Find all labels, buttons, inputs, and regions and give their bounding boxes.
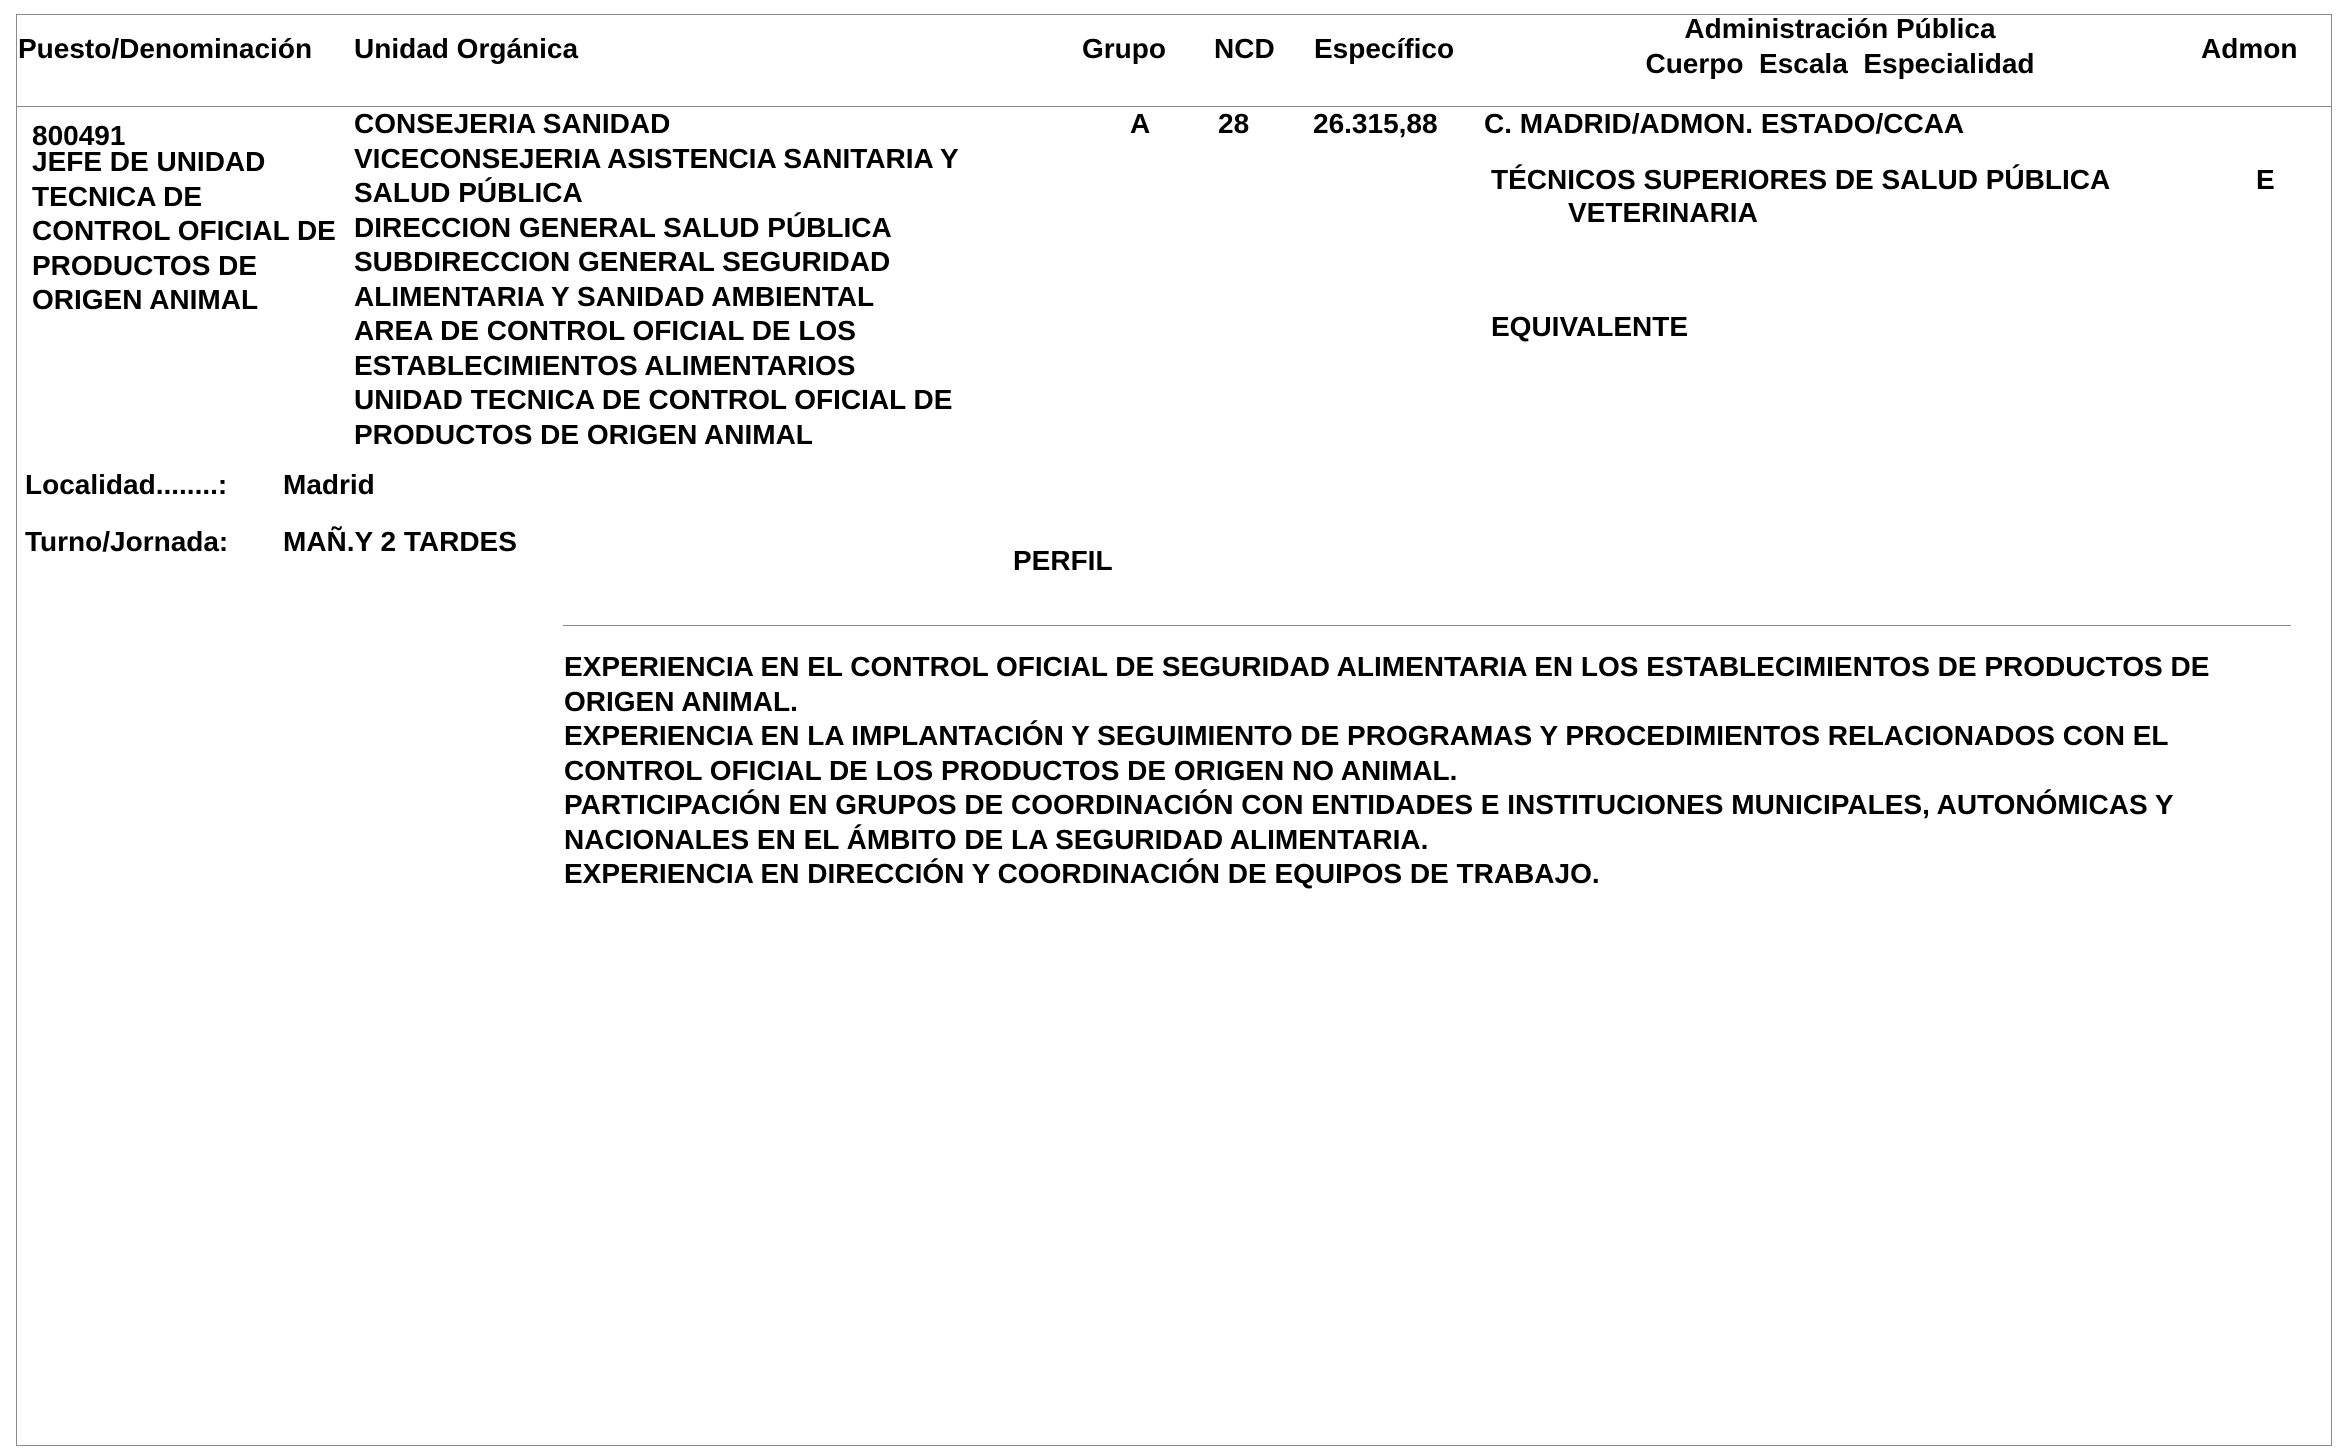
unidad-organica [354, 107, 959, 452]
unidad-line: SUBDIRECCION GENERAL SEGURIDAD [354, 246, 891, 277]
header-grupo: Grupo [1082, 33, 1166, 64]
turno-label: Turno/Jornada: [25, 526, 229, 557]
perfil-label: PERFIL [1013, 545, 1113, 576]
header-administracion-publica: Administración Pública [1684, 13, 1996, 44]
grupo-value: A [1130, 108, 1151, 139]
localidad-label: Localidad........: [25, 469, 228, 500]
header-ncd: NCD [1214, 33, 1275, 64]
admon-value: E [2256, 164, 2275, 195]
perfil-line: NACIONALES EN EL ÁMBITO DE LA SEGURIDAD ALIMENTARIA. [564, 823, 1429, 855]
puesto-denominacion [32, 145, 336, 318]
perfil-line: EXPERIENCIA EN LA IMPLANTACIÓN Y SEGUIMIENTO DE PROGRAMAS Y PROCEDIMIENTOS RELACIONADOS CON EL [564, 720, 2169, 751]
denominacion-line: PRODUCTOS DE [32, 249, 258, 281]
perfil-line: ORIGEN ANIMAL. [564, 685, 798, 717]
perfil-line: EXPERIENCIA EN DIRECCIÓN Y COORDINACIÓN DE EQUIPOS DE TRABAJO. [564, 858, 1600, 889]
perfil-line: EXPERIENCIA EN EL CONTROL OFICIAL DE SEGURIDAD ALIMENTARIA EN LOS ESTABLECIMIENTOS DE PRODUCTOS DE [564, 651, 2210, 682]
unidad-line: ESTABLECIMIENTOS ALIMENTARIOS [354, 349, 856, 381]
equivalente-value: EQUIVALENTE [1491, 311, 1689, 342]
denominacion-line: TECNICA DE [32, 180, 203, 212]
especifico-value: 26.315,88 [1313, 108, 1438, 139]
perfil-divider [563, 625, 2291, 626]
unidad-line: VICECONSEJERIA ASISTENCIA SANITARIA Y [354, 142, 959, 174]
header-cuerpo-escala-especialidad: Cuerpo Escala Especialidad [1645, 48, 2035, 79]
perfil-line: PARTICIPACIÓN EN GRUPOS DE COORDINACIÓN CON ENTIDADES E INSTITUCIONES MUNICIPALES, AUTONÓMICAS Y [564, 789, 2174, 820]
unidad-line: UNIDAD TECNICA DE CONTROL OFICIAL DE [354, 384, 953, 415]
header-unidad-organica: Unidad Orgánica [354, 33, 579, 64]
puesto-codigo: 800491 [32, 120, 126, 151]
administracion-value: C. MADRID/ADMON. ESTADO/CCAA [1484, 108, 1965, 139]
unidad-line: ALIMENTARIA Y SANIDAD AMBIENTAL [354, 280, 875, 312]
perfil-line: CONTROL OFICIAL DE LOS PRODUCTOS DE ORIGEN NO ANIMAL. [564, 754, 1458, 786]
ncd-value: 28 [1218, 108, 1250, 139]
header-especifico: Específico [1314, 33, 1455, 64]
header-admon: Admon [2201, 33, 2298, 64]
cuerpo-value: TÉCNICOS SUPERIORES DE SALUD PÚBLICA [1491, 164, 2111, 195]
denominacion-line: CONTROL OFICIAL DE [32, 215, 336, 246]
unidad-line: PRODUCTOS DE ORIGEN ANIMAL [354, 418, 813, 450]
unidad-line: DIRECCION GENERAL SALUD PÚBLICA [354, 211, 892, 243]
denominacion-line: JEFE DE UNIDAD [32, 146, 266, 177]
unidad-line: SALUD PÚBLICA [354, 177, 583, 208]
turno-value: MAÑ.Y 2 TARDES [283, 526, 517, 557]
denominacion-line: ORIGEN ANIMAL [32, 284, 259, 315]
perfil-text [564, 650, 2209, 892]
unidad-line: AREA DE CONTROL OFICIAL DE LOS [354, 315, 856, 346]
localidad-value: Madrid [283, 469, 375, 500]
unidad-line: CONSEJERIA SANIDAD [354, 108, 671, 139]
especialidad-value: VETERINARIA [1568, 197, 1758, 228]
header-puesto-denominacion: Puesto/Denominación [18, 33, 313, 64]
